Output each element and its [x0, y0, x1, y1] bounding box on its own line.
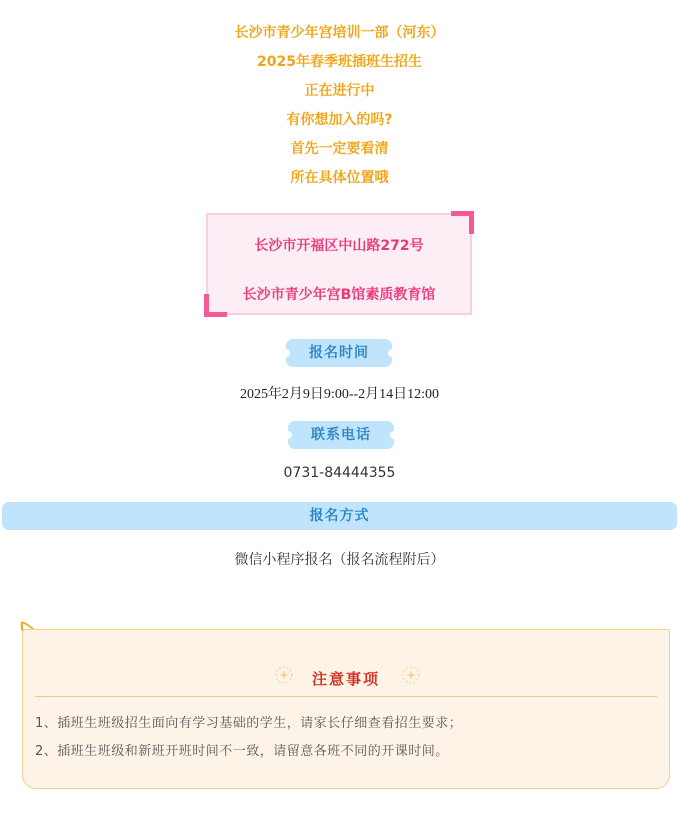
address-box	[206, 213, 472, 315]
registration-method-label: 报名方式	[2, 502, 677, 530]
intro-line: 所在具体位置哦	[290, 170, 389, 186]
intro-line: 首先一定要看清	[290, 141, 389, 157]
notice-item: 1、插班生班级招生面向有学习基础的学生，请家长仔细查看招生要求；	[35, 716, 463, 731]
registration-method-value: 微信小程序报名（报名流程附后）	[234, 552, 445, 568]
contact-phone: 0731-84444355	[283, 465, 396, 481]
notice-panel	[22, 629, 670, 789]
intro-line: 长沙市青少年宫培训一部（河东）	[234, 25, 445, 41]
registration-time-label: 报名时间	[286, 339, 392, 367]
registration-time-value: 2025年2月9日9:00--2月14日12:00	[239, 387, 440, 402]
intro-text	[0, 20, 679, 194]
notice-item: 2、插班生班级和新班开班时间不一致，请留意各班不同的开课时间。	[35, 744, 449, 759]
address-line-2: 长沙市青少年宫B馆素质教育馆	[242, 287, 436, 303]
contact-label: 联系电话	[288, 421, 394, 449]
notice-title: 注意事项	[311, 670, 380, 688]
intro-line: 正在进行中	[304, 83, 375, 99]
notice-divider	[35, 696, 657, 697]
address-line-1: 长沙市开福区中山路272号	[254, 238, 424, 254]
intro-line: 2025年春季班插班生招生	[257, 54, 422, 70]
intro-line: 有你想加入的吗?	[286, 112, 393, 128]
sparkle-icon	[400, 664, 422, 686]
corner-decoration	[451, 211, 474, 234]
